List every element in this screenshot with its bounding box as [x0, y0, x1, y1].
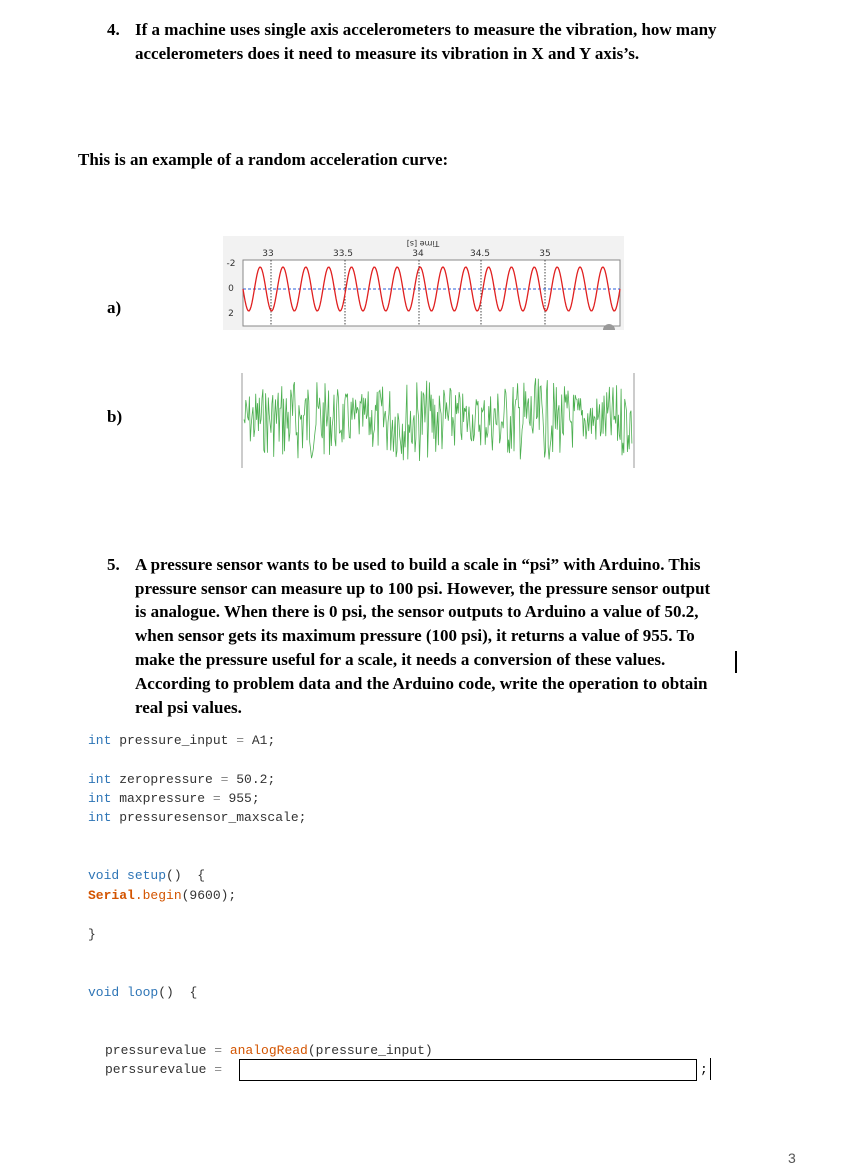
question-5-number: 5.	[107, 555, 120, 574]
code-line-8: void loop() {	[88, 985, 198, 1000]
x-tick: 35	[539, 249, 551, 259]
page-number: 3	[788, 1150, 796, 1166]
code-line-9: pressurevalue = analogRead(pressure_input)	[105, 1043, 433, 1058]
question-4-line-2: accelerometers does it need to measure its vibration in X and Y axis’s.	[135, 44, 640, 63]
x-tick: 33	[262, 249, 274, 259]
code-line-5: void setup() {	[88, 868, 206, 883]
figure-b-random-plot	[240, 373, 637, 468]
code-line-10-end: ;	[700, 1062, 708, 1077]
text-cursor	[735, 651, 737, 673]
y-tick: 2	[228, 309, 234, 319]
code-line-7: }	[88, 927, 96, 942]
code-line-10: perssurevalue =	[105, 1062, 223, 1077]
question-5-line-4: when sensor gets its maximum pressure (100 psi), it returns a value of 955. To	[135, 626, 695, 645]
code-line-2: int zeropressure = 50.2;	[88, 772, 276, 787]
text-cursor-code	[710, 1058, 711, 1080]
question-5-line-7: real psi values.	[135, 698, 242, 717]
answer-input-box[interactable]	[239, 1059, 697, 1081]
question-5-line-6: According to problem data and the Arduino code, write the operation to obtain	[135, 674, 708, 693]
question-5-line-3: is analogue. When there is 0 psi, the sensor outputs to Arduino a value of 50.2,	[135, 602, 699, 621]
x-tick: 34.5	[469, 249, 491, 259]
question-5-line-2: pressure sensor can measure up to 100 psi. However, the pressure sensor output	[135, 579, 711, 598]
x-tick: 34	[412, 249, 424, 259]
code-line-3: int maxpressure = 955;	[88, 791, 260, 806]
figure-a-sine-plot	[223, 236, 624, 330]
x-tick: 33.5	[332, 249, 354, 259]
figure-a-axis-title: Time [s]	[406, 239, 440, 248]
figure-a-label: a)	[107, 298, 122, 317]
question-5-line-1: A pressure sensor wants to be used to build a scale in “psi” with Arduino. This	[135, 555, 701, 574]
y-tick: -2	[226, 259, 236, 269]
question-4-line-1: If a machine uses single axis accelerometers to measure the vibration, how many	[135, 20, 717, 39]
question-5-line-5: make the pressure useful for a scale, it needs a conversion of these values.	[135, 650, 666, 669]
figure-b-label: b)	[107, 407, 123, 426]
code-line-4: int pressuresensor_maxscale;	[88, 810, 307, 825]
y-tick: 0	[228, 284, 234, 294]
code-line-1: int pressure_input = A1;	[88, 733, 276, 748]
question-4-number: 4.	[107, 20, 120, 39]
code-line-6: Serial.begin(9600);	[88, 888, 237, 903]
intro-text: This is an example of a random acceleration curve:	[78, 150, 449, 169]
